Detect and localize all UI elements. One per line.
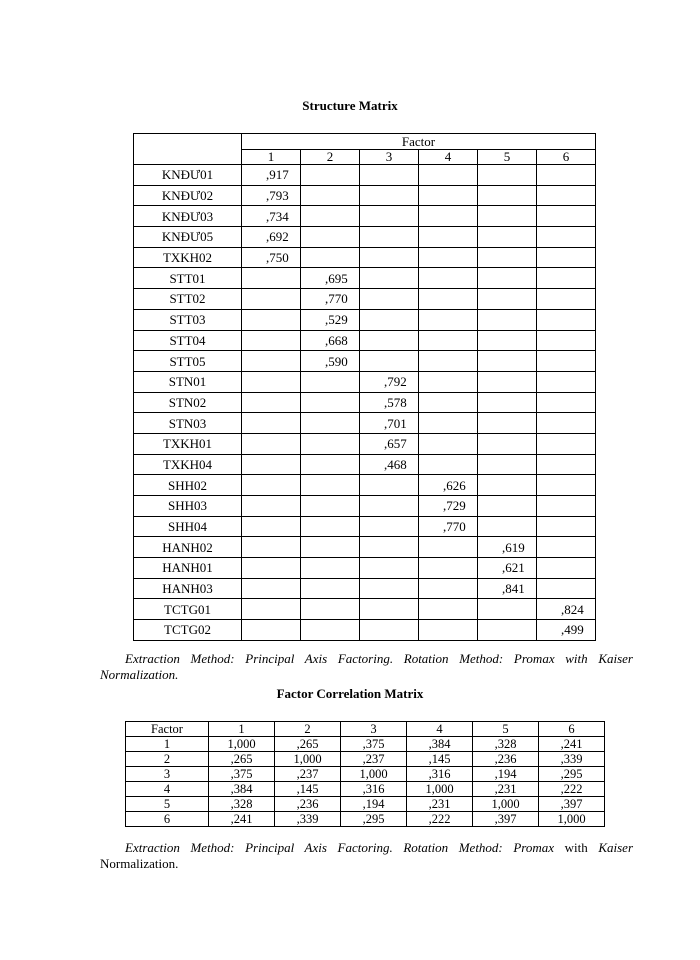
loading-cell <box>242 351 301 372</box>
correlation-cell: ,241 <box>209 812 275 827</box>
correlation-cell: ,339 <box>539 752 605 767</box>
loading-cell <box>360 330 419 351</box>
loading-value: ,793 <box>266 188 289 204</box>
loading-cell <box>242 413 301 434</box>
correlation-header-row <box>126 722 605 737</box>
correlation-matrix-table <box>125 721 605 827</box>
correlation-header-cell: 2 <box>275 722 341 737</box>
loading-cell <box>537 578 596 599</box>
loading-cell <box>242 268 301 289</box>
loading-cell <box>419 330 478 351</box>
loading-cell <box>242 185 301 206</box>
correlation-cell: ,384 <box>407 737 473 752</box>
loading-cell <box>478 268 537 289</box>
correlation-note: Extraction Method: Principal Axis Factoring. Rotation Method: Promax with Kaiser Normalization. <box>100 840 634 871</box>
table-row <box>134 516 596 537</box>
loading-cell <box>360 227 419 248</box>
loading-cell <box>301 185 360 206</box>
table-row <box>134 268 596 289</box>
loading-cell <box>360 289 419 310</box>
loading-cell <box>301 475 360 496</box>
table-row <box>134 392 596 413</box>
table-row <box>134 351 596 372</box>
loading-value: ,734 <box>266 208 289 224</box>
loading-cell <box>537 475 596 496</box>
loading-cell <box>301 413 360 434</box>
loading-value: ,619 <box>502 539 525 555</box>
table-row <box>134 578 596 599</box>
loading-cell <box>301 516 360 537</box>
variable-label: SHH04 <box>134 516 242 537</box>
correlation-cell: ,145 <box>275 782 341 797</box>
loading-cell <box>478 227 537 248</box>
loading-cell <box>419 454 478 475</box>
loading-cell <box>242 516 301 537</box>
loading-cell <box>537 537 596 558</box>
loading-cell <box>419 227 478 248</box>
loading-cell <box>419 165 478 186</box>
table-row <box>126 797 605 812</box>
correlation-cell: ,316 <box>341 782 407 797</box>
table-row <box>134 330 596 351</box>
loading-cell <box>478 454 537 475</box>
table-row <box>126 767 605 782</box>
correlation-cell: ,231 <box>473 782 539 797</box>
variable-label: STN03 <box>134 413 242 434</box>
factor-column-4: 4 <box>419 150 478 165</box>
loading-value: ,626 <box>443 477 466 493</box>
correlation-cell: ,194 <box>341 797 407 812</box>
loading-cell <box>478 599 537 620</box>
variable-label: TXKH01 <box>134 433 242 454</box>
table-row <box>126 812 605 827</box>
loading-cell <box>301 537 360 558</box>
loading-cell <box>419 289 478 310</box>
loading-cell <box>478 433 537 454</box>
loading-cell <box>419 247 478 268</box>
loading-value: ,621 <box>502 560 525 576</box>
loading-value: ,695 <box>325 270 348 286</box>
loading-cell <box>242 247 301 268</box>
loading-value: ,590 <box>325 353 348 369</box>
loading-cell <box>537 371 596 392</box>
loading-cell <box>478 558 537 579</box>
loading-cell <box>537 433 596 454</box>
loading-cell <box>242 392 301 413</box>
loading-cell <box>478 165 537 186</box>
loading-cell <box>419 558 478 579</box>
correlation-cell: ,295 <box>341 812 407 827</box>
loading-cell <box>242 330 301 351</box>
correlation-cell: ,236 <box>473 752 539 767</box>
correlation-header-cell: 6 <box>539 722 605 737</box>
loading-cell <box>360 496 419 517</box>
correlation-cell: ,384 <box>209 782 275 797</box>
correlation-matrix-title: Factor Correlation Matrix <box>276 686 424 701</box>
loading-cell <box>537 496 596 517</box>
variable-label: TXKH04 <box>134 454 242 475</box>
loading-cell <box>360 247 419 268</box>
loading-cell <box>301 371 360 392</box>
loading-cell <box>478 247 537 268</box>
correlation-cell: ,237 <box>275 767 341 782</box>
table-row <box>134 206 596 227</box>
loading-cell <box>419 371 478 392</box>
factor-column-6: 6 <box>537 150 596 165</box>
correlation-cell: 1,000 <box>473 797 539 812</box>
loading-cell <box>360 516 419 537</box>
table-row <box>134 309 596 330</box>
correlation-cell: ,295 <box>539 767 605 782</box>
table-row <box>134 599 596 620</box>
loading-value: ,824 <box>561 601 584 617</box>
loading-cell <box>242 227 301 248</box>
loading-cell <box>301 330 360 351</box>
variable-label: KNĐƯ05 <box>134 227 242 248</box>
loading-cell <box>301 558 360 579</box>
loading-cell <box>478 351 537 372</box>
loading-cell <box>360 433 419 454</box>
loading-cell <box>360 599 419 620</box>
table-row <box>134 558 596 579</box>
correlation-cell: ,231 <box>407 797 473 812</box>
factor-column-3: 3 <box>360 150 419 165</box>
loading-cell <box>360 371 419 392</box>
loading-cell <box>478 330 537 351</box>
loading-cell <box>478 392 537 413</box>
loading-value: ,468 <box>384 456 407 472</box>
loading-cell <box>478 537 537 558</box>
loading-cell <box>301 454 360 475</box>
loading-value: ,529 <box>325 312 348 328</box>
table-row <box>134 537 596 558</box>
loading-cell <box>419 620 478 641</box>
table-row <box>134 185 596 206</box>
loading-cell <box>478 516 537 537</box>
variable-label: STT01 <box>134 268 242 289</box>
loading-cell <box>419 578 478 599</box>
table-row <box>134 620 596 641</box>
loading-value: ,657 <box>384 436 407 452</box>
variable-label: KNĐƯ01 <box>134 165 242 186</box>
loading-cell <box>419 392 478 413</box>
loading-cell <box>419 496 478 517</box>
loading-cell <box>478 475 537 496</box>
table-row <box>134 289 596 310</box>
loading-cell <box>301 165 360 186</box>
table-row <box>134 454 596 475</box>
variable-label: STN01 <box>134 371 242 392</box>
loading-value: ,499 <box>561 622 584 638</box>
correlation-cell: ,339 <box>275 812 341 827</box>
factor-row-label: 3 <box>126 767 209 782</box>
loading-cell <box>360 309 419 330</box>
loading-cell <box>360 620 419 641</box>
loading-cell <box>301 620 360 641</box>
loading-cell <box>537 185 596 206</box>
loading-cell <box>301 351 360 372</box>
loading-cell <box>242 289 301 310</box>
correlation-cell: ,237 <box>341 752 407 767</box>
table-row <box>126 737 605 752</box>
loading-cell <box>360 351 419 372</box>
variable-label: STN02 <box>134 392 242 413</box>
loading-cell <box>301 289 360 310</box>
correlation-cell: ,241 <box>539 737 605 752</box>
loading-cell <box>360 392 419 413</box>
loading-cell <box>301 227 360 248</box>
loading-cell <box>419 413 478 434</box>
correlation-cell: 1,000 <box>539 812 605 827</box>
table-row <box>134 475 596 496</box>
loading-cell <box>301 247 360 268</box>
loading-cell <box>537 413 596 434</box>
loading-value: ,770 <box>325 291 348 307</box>
loading-cell <box>242 558 301 579</box>
loading-cell <box>301 206 360 227</box>
correlation-cell: ,265 <box>209 752 275 767</box>
loading-cell <box>360 185 419 206</box>
variable-label: KNĐƯ02 <box>134 185 242 206</box>
table-row <box>134 165 596 186</box>
loading-value: ,701 <box>384 415 407 431</box>
table-row <box>134 413 596 434</box>
loading-value: ,770 <box>443 519 466 535</box>
variable-label: TCTG02 <box>134 620 242 641</box>
loading-cell <box>537 289 596 310</box>
structure-header-row <box>134 134 596 150</box>
loading-value: ,917 <box>266 167 289 183</box>
loading-cell <box>360 578 419 599</box>
correlation-cell: ,222 <box>539 782 605 797</box>
table-row <box>126 782 605 797</box>
correlation-header-cell: Factor <box>126 722 209 737</box>
factor-row-label: 5 <box>126 797 209 812</box>
loading-cell <box>478 578 537 599</box>
correlation-cell: 1,000 <box>341 767 407 782</box>
loading-cell <box>419 268 478 289</box>
correlation-header-cell: 5 <box>473 722 539 737</box>
correlation-cell: 1,000 <box>209 737 275 752</box>
structure-matrix-table <box>133 133 596 641</box>
correlation-cell: 1,000 <box>275 752 341 767</box>
variable-label: STT02 <box>134 289 242 310</box>
variable-label: HANH03 <box>134 578 242 599</box>
loading-cell <box>537 227 596 248</box>
table-row <box>126 752 605 767</box>
loading-cell <box>419 537 478 558</box>
variable-label: SHH02 <box>134 475 242 496</box>
variable-label: TCTG01 <box>134 599 242 620</box>
factor-row-label: 4 <box>126 782 209 797</box>
loading-cell <box>360 454 419 475</box>
loading-cell <box>242 371 301 392</box>
loading-cell <box>419 206 478 227</box>
correlation-cell: ,375 <box>209 767 275 782</box>
loading-cell <box>419 433 478 454</box>
correlation-cell: ,397 <box>473 812 539 827</box>
loading-cell <box>478 206 537 227</box>
variable-label: SHH03 <box>134 496 242 517</box>
correlation-cell: ,265 <box>275 737 341 752</box>
variable-label: HANH02 <box>134 537 242 558</box>
loading-cell <box>537 620 596 641</box>
factor-row-label: 2 <box>126 752 209 767</box>
correlation-cell: ,145 <box>407 752 473 767</box>
table-row <box>134 227 596 248</box>
correlation-cell: ,316 <box>407 767 473 782</box>
loading-cell <box>242 433 301 454</box>
loading-cell <box>242 206 301 227</box>
loading-cell <box>301 392 360 413</box>
correlation-cell: 1,000 <box>407 782 473 797</box>
correlation-cell: ,194 <box>473 767 539 782</box>
loading-cell <box>478 185 537 206</box>
variable-label: KNĐƯ03 <box>134 206 242 227</box>
correlation-header-cell: 1 <box>209 722 275 737</box>
loading-cell <box>537 330 596 351</box>
correlation-cell: ,222 <box>407 812 473 827</box>
loading-cell <box>537 268 596 289</box>
loading-cell <box>537 206 596 227</box>
loading-cell <box>478 289 537 310</box>
correlation-cell: ,397 <box>539 797 605 812</box>
table-row <box>134 371 596 392</box>
loading-cell <box>242 309 301 330</box>
loading-cell <box>242 496 301 517</box>
loading-cell <box>242 475 301 496</box>
loading-cell <box>478 371 537 392</box>
loading-value: ,750 <box>266 250 289 266</box>
loading-cell <box>242 620 301 641</box>
table-row <box>134 496 596 517</box>
loading-cell <box>360 558 419 579</box>
loading-cell <box>301 433 360 454</box>
factor-column-2: 2 <box>301 150 360 165</box>
correlation-header-cell: 3 <box>341 722 407 737</box>
loading-cell <box>478 413 537 434</box>
structure-note: Extraction Method: Principal Axis Factoring. Rotation Method: Promax with Kaiser Normalization. <box>100 651 633 682</box>
structure-matrix-title: Structure Matrix <box>302 98 398 113</box>
loading-cell <box>360 165 419 186</box>
variable-label: STT04 <box>134 330 242 351</box>
variable-label: HANH01 <box>134 558 242 579</box>
loading-cell <box>242 599 301 620</box>
corner-cell <box>134 134 242 165</box>
loading-cell <box>301 496 360 517</box>
loading-cell <box>537 599 596 620</box>
loading-value: ,729 <box>443 498 466 514</box>
loading-cell <box>537 392 596 413</box>
loading-cell <box>360 206 419 227</box>
variable-label: TXKH02 <box>134 247 242 268</box>
loading-cell <box>242 537 301 558</box>
loading-cell <box>537 351 596 372</box>
loading-value: ,578 <box>384 394 407 410</box>
loading-cell <box>360 537 419 558</box>
loading-cell <box>242 454 301 475</box>
loading-cell <box>242 165 301 186</box>
loading-cell <box>301 578 360 599</box>
loading-cell <box>301 599 360 620</box>
factor-row-label: 6 <box>126 812 209 827</box>
loading-cell <box>537 454 596 475</box>
correlation-header-cell: 4 <box>407 722 473 737</box>
loading-cell <box>360 475 419 496</box>
loading-value: ,792 <box>384 374 407 390</box>
correlation-cell: ,375 <box>341 737 407 752</box>
loading-value: ,668 <box>325 332 348 348</box>
loading-cell <box>419 309 478 330</box>
loading-cell <box>360 268 419 289</box>
loading-cell <box>419 185 478 206</box>
correlation-cell: ,328 <box>209 797 275 812</box>
loading-cell <box>537 247 596 268</box>
loading-cell <box>537 558 596 579</box>
loading-value: ,692 <box>266 229 289 245</box>
factor-column-1: 1 <box>242 150 301 165</box>
loading-cell <box>419 599 478 620</box>
loading-cell <box>242 578 301 599</box>
loading-cell <box>301 268 360 289</box>
table-row <box>134 247 596 268</box>
factor-column-5: 5 <box>478 150 537 165</box>
loading-value: ,841 <box>502 581 525 597</box>
loading-cell <box>537 309 596 330</box>
loading-cell <box>478 309 537 330</box>
loading-cell <box>419 475 478 496</box>
correlation-cell: ,236 <box>275 797 341 812</box>
loading-cell <box>301 309 360 330</box>
loading-cell <box>537 516 596 537</box>
correlation-cell: ,328 <box>473 737 539 752</box>
loading-cell <box>419 516 478 537</box>
loading-cell <box>419 351 478 372</box>
loading-cell <box>360 413 419 434</box>
factor-header: Factor <box>242 134 596 150</box>
loading-cell <box>478 496 537 517</box>
variable-label: STT05 <box>134 351 242 372</box>
loading-cell <box>537 165 596 186</box>
loading-cell <box>478 620 537 641</box>
table-row <box>134 433 596 454</box>
factor-row-label: 1 <box>126 737 209 752</box>
variable-label: STT03 <box>134 309 242 330</box>
